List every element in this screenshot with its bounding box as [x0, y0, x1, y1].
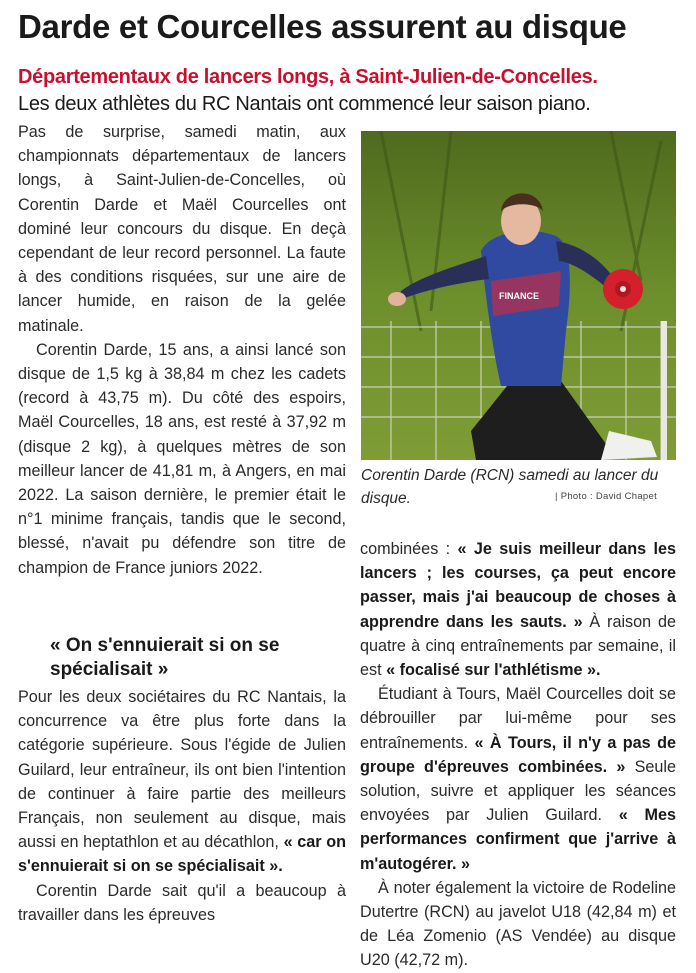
- paragraph-4: Corentin Darde sait qu'il a beaucoup à travailler dans les épreuves: [18, 881, 346, 924]
- paragraph-3: [18, 685, 346, 879]
- paragraph-5-quote2: « focalisé sur l'athlétisme ».: [386, 661, 601, 680]
- paragraph-3-text: Pour les deux sociétaires du RC Nantais, la concurrence va être plus forte dans la catégorie supérieure. Sous l'égide de Julien Guilard, leur entraîneur, ils ont bien l'intention de continuer à faire partie des meilleurs Français, non seulement au disque, mais aussi en heptathlon et au décathlon,: [18, 688, 346, 852]
- subheadline: Départementaux de lancers longs, à Saint-Julien-de-Concelles.: [18, 66, 598, 88]
- left-column-top: [18, 120, 346, 580]
- paragraph-5: [360, 537, 676, 682]
- lead-paragraph: Les deux athlètes du RC Nantais ont commencé leur saison piano.: [18, 93, 591, 115]
- intertitle: « On s'ennuierait si on se spécialisait »: [50, 635, 280, 680]
- paragraph-7: À noter également la victoire de Rodeline Dutertre (RCN) au javelot U18 (42,84 m) et de Léa Zomenio (AS Vendée) au disque U20 (42,72 m).: [360, 878, 676, 970]
- left-column-bottom: [18, 685, 346, 927]
- athlete-photo: [361, 131, 676, 460]
- paragraph-6-quote: « À Tours, il n'y a pas de groupe d'épreuves combinées. »: [360, 733, 676, 776]
- paragraph-6-mid: Seule solution, suivre et appliquer les séances envoyées par Julien Guilard.: [360, 757, 676, 825]
- paragraph-6: [360, 682, 676, 876]
- paragraph-5-text: combinées :: [360, 540, 451, 558]
- paragraph-3-quote: « car on s'ennuierait si on se spécialisait ».: [18, 833, 346, 876]
- paragraph-6-text: Étudiant à Tours, Maël Courcelles doit se débrouiller par lui-même pour ses entraînements.: [360, 685, 676, 752]
- discus-thrower-illustration: [361, 131, 676, 460]
- paragraph-6-quote2: « Mes performances confirment que j'arrive à m'autogérer. »: [360, 806, 676, 873]
- jersey-text: FINANCE: [499, 291, 539, 301]
- right-column: [360, 537, 676, 973]
- photo-credit: | Photo : David Chapet: [555, 491, 658, 502]
- paragraph-5-quote: « Je suis meilleur dans les lancers ; les courses, ça peut encore passer, mais j'ai beaucoup de choses à apprendre dans les sauts. »: [360, 540, 677, 631]
- paragraph-2: Corentin Darde, 15 ans, a ainsi lancé son disque de 1,5 kg à 38,84 m chez les cadets (record à 43,75 m). Du côté des espoirs, Maël Courcelles, 18 ans, est resté à 37,92 m (disque 2 kg), à quelques mètres de son meilleur lancer de 41,81 m, à Angers, en mai 2022. La saison dernière, le premier était le n°1 minime français, tandis que le second, blessé, n'avait pu défendre son titre de champion de France juniors 2022.: [18, 340, 346, 577]
- headline: Darde et Courcelles assurent au disque: [18, 8, 627, 45]
- paragraph-5-mid: À raison de quatre à cinq entraînements par semaine, il est: [360, 612, 676, 680]
- photo-caption: Corentin Darde (RCN) samedi au lancer du disque.: [361, 467, 659, 507]
- paragraph-1: Pas de surprise, samedi matin, aux championnats départementaux de lancers longs, à Saint-Julien-de-Concelles, où Corentin Darde et Maël Courcelles ont dominé leur concours du disque. En deçà cependant de leur record personnel. La faute à des conditions risquées, sur une aire de lancer humide, en raison de la gelée matinale.: [18, 123, 346, 335]
